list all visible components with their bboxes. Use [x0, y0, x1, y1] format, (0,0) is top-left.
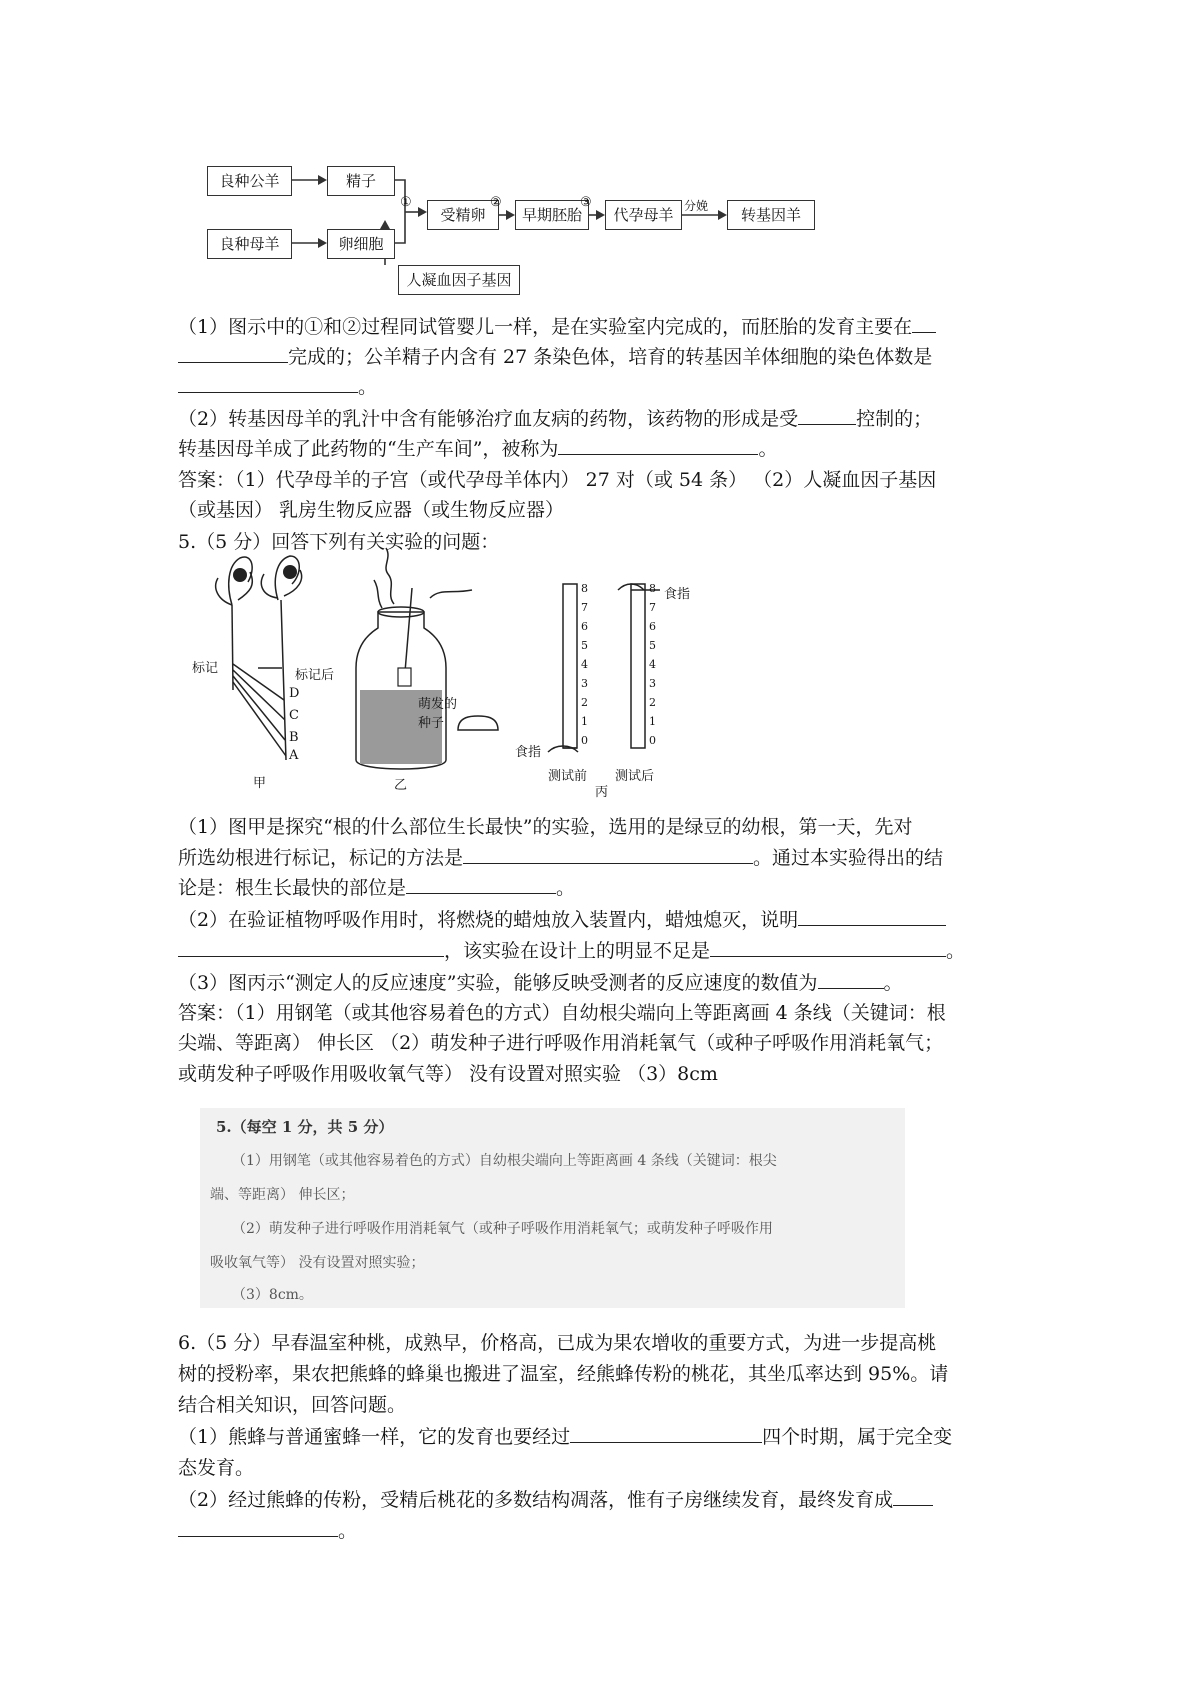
q5-blank-4 — [710, 938, 946, 957]
q5-part3-line1: （3）图丙示“测定人的反应速度”实验，能够反映受测者的反应速度的数值为 。 — [178, 972, 903, 994]
fig-bing-after: 测试后 — [615, 769, 655, 784]
q5-answer-line3: 或萌发种子呼吸作用吸收氧气等） 没有设置对照实验 （3）8cm — [178, 1063, 718, 1085]
q6-line2: 树的授粉率，果农把熊蜂的蜂巢也搬进了温室，经熊蜂传粉的桃花，其坐瓜率达到 95%。请 — [178, 1363, 949, 1385]
fig-bing-finger-top: 食指 — [664, 587, 691, 602]
q5-blank-3a — [798, 907, 946, 926]
flow-box-egg: 卵细胞 — [327, 229, 395, 259]
ruler-num: 7 — [649, 601, 656, 614]
flow-step-3: ③ — [580, 195, 592, 210]
flow-step-1: ① — [400, 195, 412, 210]
q5-answer-line2: 尖端、等距离） 伸长区 （2）萌发种子进行呼吸作用消耗氧气（或种子呼吸作用消耗氧气； — [178, 1032, 944, 1054]
flow-box-clotting-factor-gene: 人凝血因子基因 — [398, 265, 520, 295]
ruler-num: 3 — [581, 677, 588, 690]
q4-part1-line3: 。 — [178, 374, 1038, 400]
q4-answer-line1: 答案：（1）代孕母羊的子宫（或代孕母羊体内） 27 对（或 54 条） （2）人凝血因子基因 — [178, 469, 937, 491]
q5-heading: 5.（5 分）回答下列有关实验的问题： — [178, 531, 500, 553]
flow-box-transgenic-sheep: 转基因羊 — [727, 200, 815, 230]
fig-jia-letter-d: D — [289, 686, 300, 701]
q5-blank-3b — [178, 938, 444, 957]
q4-part2-line1: （2）转基因母羊的乳汁中含有能够治疗血友病的药物，该药物的形成是受 控制的； — [178, 408, 933, 430]
ruler-num: 5 — [581, 639, 588, 652]
q6-blank-2b — [178, 1518, 338, 1537]
ruler-num: 2 — [649, 696, 656, 709]
flow-box-early-embryo: 早期胚胎 — [515, 200, 589, 230]
ruler-num: 2 — [581, 696, 588, 709]
q5-figure-drawings — [0, 0, 1200, 800]
ruler-num: 6 — [581, 620, 588, 633]
ruler-num: 3 — [649, 677, 656, 690]
fig-jia-biaojihou: 标记后 — [295, 668, 335, 683]
q5-scanned-answer — [200, 1108, 905, 1308]
scan-line-1: （1）用钢笔（或其他容易着色的方式）自幼根尖端向上等距离画 4 条线（关键词：根尖 — [232, 1153, 777, 1169]
q5-answer-line1: 答案：（1）用钢笔（或其他容易着色的方式）自幼根尖端向上等距离画 4 条线（关键词：根 — [178, 1002, 946, 1024]
fig-bing-label: 丙 — [595, 785, 609, 800]
fig-bing-before: 测试前 — [548, 769, 588, 784]
q5-blank-1 — [463, 845, 753, 864]
fig-jia-letter-c: C — [289, 708, 299, 723]
scan-line-3: （2）萌发种子进行呼吸作用消耗氧气（或种子呼吸作用消耗氧气；或萌发种子呼吸作用 — [232, 1221, 773, 1237]
ruler-num: 0 — [649, 734, 656, 747]
flow-box-zygote: 受精卵 — [427, 200, 499, 230]
ruler-num: 8 — [581, 582, 588, 595]
q4-part2-line2: 转基因母羊成了此药物的“生产车间”，被称为 。 — [178, 438, 778, 460]
q6-blank-2a — [893, 1487, 933, 1506]
q6-part1-line2: 态发育。 — [178, 1457, 255, 1479]
q6-part1-line1: （1）熊蜂与普通蜜蜂一样，它的发育也要经过 四个时期，属于完全变 — [178, 1426, 953, 1448]
ruler-num: 8 — [649, 582, 656, 595]
ruler-num: 4 — [581, 658, 588, 671]
scan-line-5: （3）8cm。 — [232, 1287, 313, 1303]
flow-step-2: ② — [490, 195, 502, 210]
q5-part1-line3: 论是：根生长最快的部位是 。 — [178, 877, 576, 899]
fig-jia-letter-b: B — [289, 730, 299, 745]
ruler-num: 6 — [649, 620, 656, 633]
q5-blank-5 — [818, 970, 884, 989]
flow-step-birth: 分娩 — [684, 199, 709, 213]
q4-part1-line1: （1）图示中的①和②过程同试管婴儿一样，是在实验室内完成的，而胚胎的发育主要在 — [178, 314, 1038, 340]
flow-box-surrogate: 代孕母羊 — [605, 200, 682, 230]
scan-line-4: 吸收氧气等） 没有设置对照实验； — [210, 1255, 425, 1271]
fig-jia-label: 甲 — [253, 776, 267, 791]
fig-jia-biaoji: 标记 — [192, 661, 219, 676]
flow-box-ram: 良种公羊 — [207, 166, 292, 196]
scan-line-2: 端、等距离） 伸长区； — [210, 1187, 355, 1203]
q5-part2-line1: （2）在验证植物呼吸作用时，将燃烧的蜡烛放入装置内，蜡烛熄灭，说明 — [178, 907, 1038, 933]
q6-blank-1 — [570, 1424, 762, 1443]
fig-yi-label: 乙 — [394, 778, 408, 793]
ruler-num: 5 — [649, 639, 656, 652]
q6-part2-line1: （2）经过熊蜂的传粉，受精后桃花的多数结构凋落，惟有子房继续发育，最终发育成 — [178, 1487, 1038, 1513]
q4-answer-line2: （或基因） 乳房生物反应器（或生物反应器） — [178, 499, 565, 521]
q6-line1: 6.（5 分）早春温室种桃，成熟早，价格高，已成为果农增收的重要方式，为进一步提高桃 — [178, 1332, 937, 1354]
q5-part1-line2: 所选幼根进行标记，标记的方法是 。通过本实验得出的结 — [178, 847, 944, 869]
ruler-num: 7 — [581, 601, 588, 614]
q4-part1-line2: 完成的；公羊精子内含有 27 条染色体，培育的转基因羊体细胞的染色体数是 — [178, 344, 1038, 370]
flow-box-ewe: 良种母羊 — [207, 229, 292, 259]
ruler-num: 1 — [649, 715, 656, 728]
fig-yi-seed-label-2: 种子 — [418, 716, 445, 731]
flow-box-sperm: 精子 — [327, 166, 395, 196]
ruler-num: 0 — [581, 734, 588, 747]
fig-yi-seed-label-1: 萌发的 — [418, 697, 458, 712]
ruler-num: 1 — [581, 715, 588, 728]
scan-title: 5.（每空 1 分，共 5 分） — [216, 1118, 394, 1136]
fig-jia-letter-a: A — [289, 748, 299, 763]
q5-part1-line1: （1）图甲是探究“根的什么部位生长最快”的实验，选用的是绿豆的幼根，第一天，先对 — [178, 816, 913, 838]
q6-part2-line2: 。 — [178, 1518, 1038, 1544]
q6-line3: 结合相关知识，回答问题。 — [178, 1394, 407, 1416]
q5-blank-2 — [406, 875, 556, 894]
fig-bing-finger-bottom: 食指 — [515, 745, 542, 760]
q5-part2-line2: ，该实验在设计上的明显不足是 。 — [178, 938, 1038, 964]
ruler-drawing — [548, 584, 660, 752]
ruler-num: 4 — [649, 658, 656, 671]
